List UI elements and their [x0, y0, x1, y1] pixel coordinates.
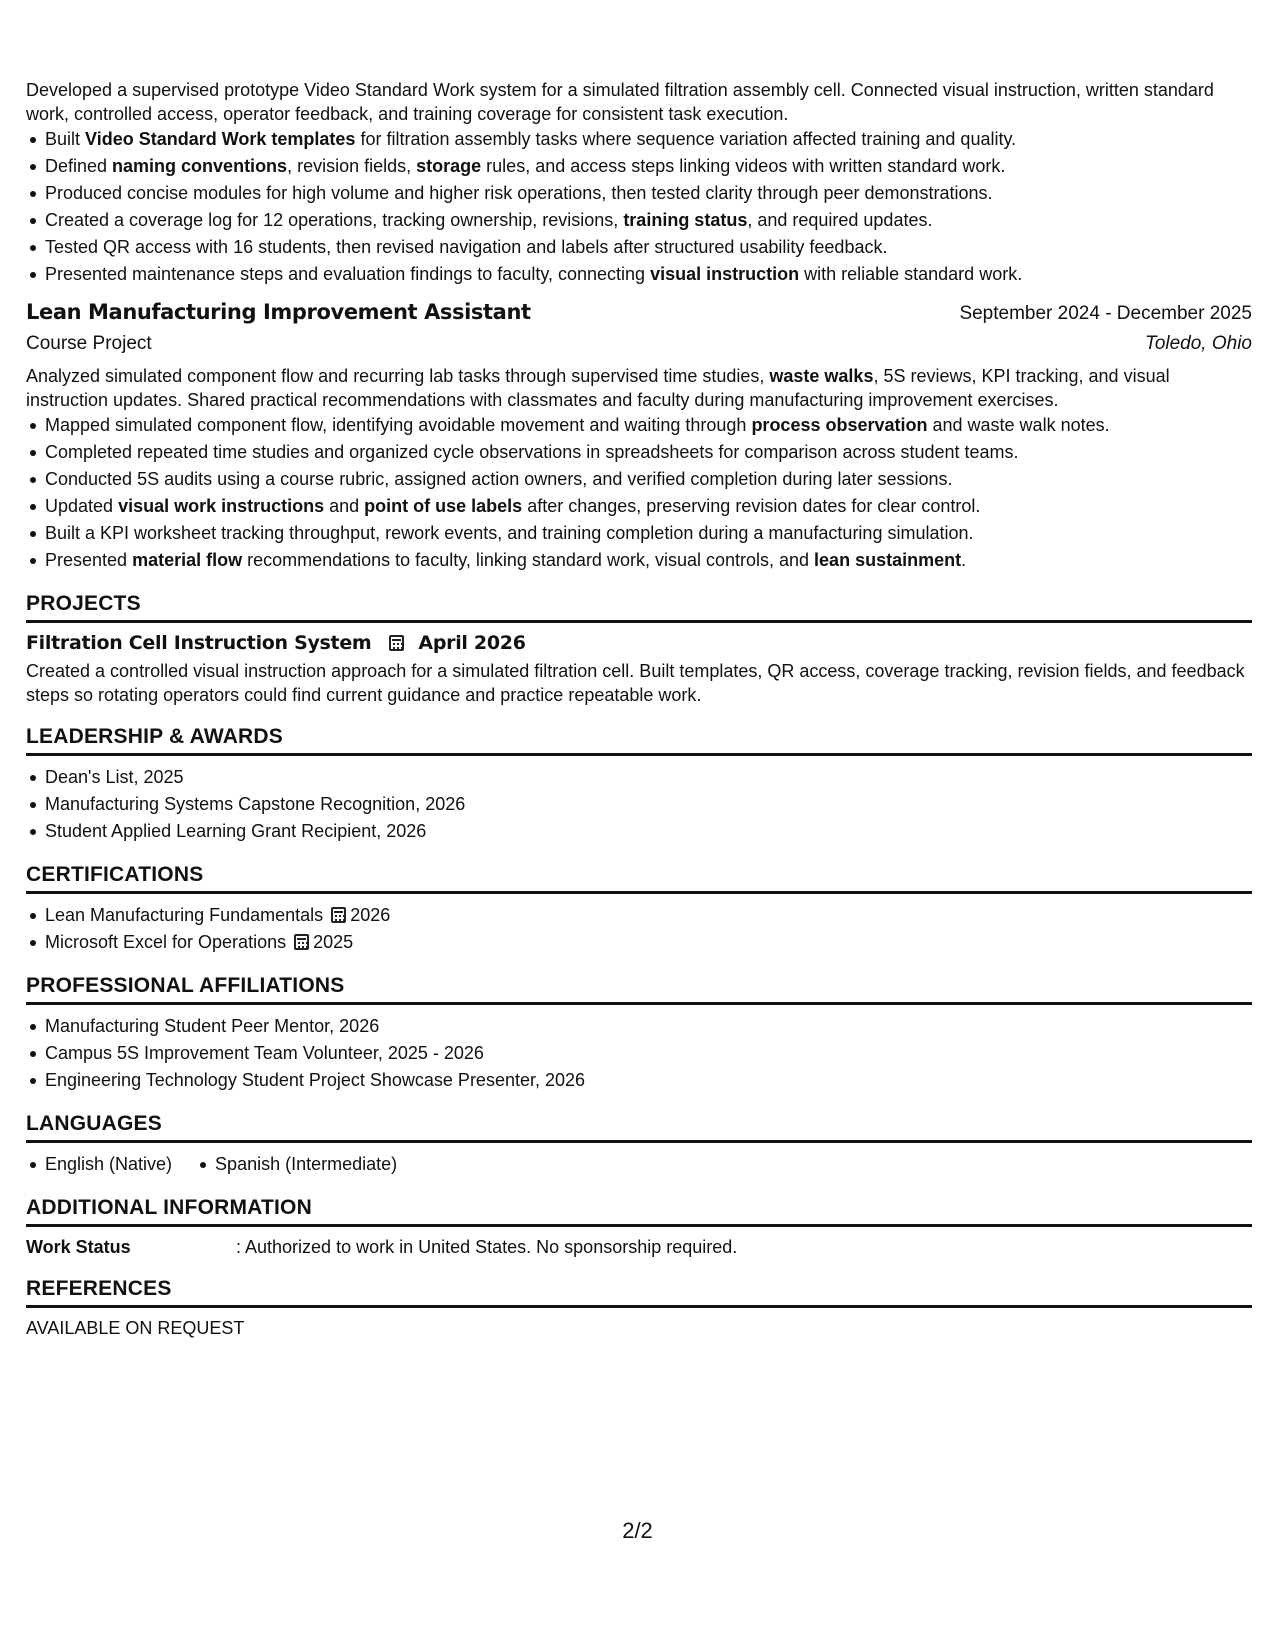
list-item: Built Video Standard Work templates for filtration assembly tasks where sequence variation affected training and quality. [26, 126, 1252, 153]
affiliations-list [26, 1013, 1252, 1094]
list-item: Student Applied Learning Grant Recipient, 2026 [26, 818, 1252, 845]
list-item: Mapped simulated component flow, identifying avoidable movement and waiting through process observation and waste walk notes. [26, 412, 1252, 439]
job-summary: Analyzed simulated component flow and recurring lab tasks through supervised time studies, waste walks, 5S reviews, KPI tracking, and visual instruction updates. Shared practical recommendations with classmates and faculty during manufacturing improvement exercises. [26, 366, 1170, 410]
work-status-label: Work Status [26, 1237, 131, 1257]
leadership-list [26, 764, 1252, 845]
languages-list [26, 1151, 1252, 1178]
list-item: Tested QR access with 16 students, then revised navigation and labels after structured usability feedback. [26, 234, 1252, 261]
section-heading-affiliations: PROFESSIONAL AFFILIATIONS [26, 974, 1252, 1005]
job-dates: September 2024 - December 2025 [959, 303, 1252, 324]
list-item: Presented material flow recommendations to faculty, linking standard work, visual controls, and lean sustainment. [26, 547, 1252, 574]
list-item: Created a coverage log for 12 operations, tracking ownership, revisions, training status, and required updates. [26, 207, 1252, 234]
section-heading-projects: PROJECTS [26, 592, 1252, 623]
calendar-icon [389, 635, 404, 651]
list-item: Campus 5S Improvement Team Volunteer, 2025 - 2026 [26, 1040, 1252, 1067]
job-bullets [26, 412, 1252, 574]
calendar-icon [294, 934, 309, 950]
certifications-list [26, 902, 1252, 956]
calendar-icon [331, 907, 346, 923]
job-location: Toledo, Ohio [1144, 333, 1252, 354]
list-item: Engineering Technology Student Project Showcase Presenter, 2026 [26, 1067, 1252, 1094]
list-item: Presented maintenance steps and evaluation findings to faculty, connecting visual instruction with reliable standard work. [26, 261, 1252, 288]
list-item: Manufacturing Student Peer Mentor, 2026 [26, 1013, 1252, 1040]
job-title: Lean Manufacturing Improvement Assistant [26, 300, 531, 324]
experience-bullets [26, 126, 1252, 288]
list-item: Built a KPI worksheet tracking throughput, rework events, and training completion during a manufacturing simulation. [26, 520, 1252, 547]
section-heading-languages: LANGUAGES [26, 1112, 1252, 1143]
list-item: Completed repeated time studies and organized cycle observations in spreadsheets for comparison across student teams. [26, 439, 1252, 466]
list-item: Spanish (Intermediate) [196, 1151, 397, 1178]
project-date: April 2026 [418, 632, 526, 654]
work-status-value: : Authorized to work in United States. No sponsorship required. [236, 1237, 738, 1257]
job-subheader [26, 332, 1252, 356]
job-subtitle: Course Project [26, 333, 152, 354]
list-item: Dean's List, 2025 [26, 764, 1252, 791]
list-item: English (Native) [26, 1151, 172, 1178]
list-item: Conducted 5S audits using a course rubric, assigned action owners, and verified completion during later sessions. [26, 466, 1252, 493]
section-heading-references: REFERENCES [26, 1277, 1252, 1308]
list-item: Defined naming conventions, revision fields, storage rules, and access steps linking videos with written standard work. [26, 153, 1252, 180]
list-item: Microsoft Excel for Operations 2025 [26, 929, 1252, 956]
project-header [26, 631, 1252, 655]
section-heading-leadership: LEADERSHIP & AWARDS [26, 725, 1252, 756]
page-number: 2/2 [622, 1518, 653, 1543]
list-item: Updated visual work instructions and point of use labels after changes, preserving revision dates for clear control. [26, 493, 1252, 520]
job-header [26, 300, 1252, 326]
resume-page [26, 78, 1252, 1340]
list-item: Manufacturing Systems Capstone Recognition, 2026 [26, 791, 1252, 818]
project-title: Filtration Cell Instruction System [26, 632, 372, 654]
work-status-row [26, 1235, 1252, 1259]
experience-summary: Developed a supervised prototype Video Standard Work system for a simulated filtration assembly cell. Connected visual instruction, written standard work, controlled access, operator feedback, and training coverage for consistent task execution. [26, 80, 1214, 124]
references-text: AVAILABLE ON REQUEST [26, 1318, 245, 1338]
project-description: Created a controlled visual instruction approach for a simulated filtration cell. Built templates, QR access, coverage tracking, revision fields, and feedback steps so rotating operators could find current guidance and practice repeatable work. [26, 661, 1245, 705]
list-item: Lean Manufacturing Fundamentals 2026 [26, 902, 1252, 929]
section-heading-certifications: CERTIFICATIONS [26, 863, 1252, 894]
section-heading-additional: ADDITIONAL INFORMATION [26, 1196, 1252, 1227]
list-item: Produced concise modules for high volume and higher risk operations, then tested clarity through peer demonstrations. [26, 180, 1252, 207]
